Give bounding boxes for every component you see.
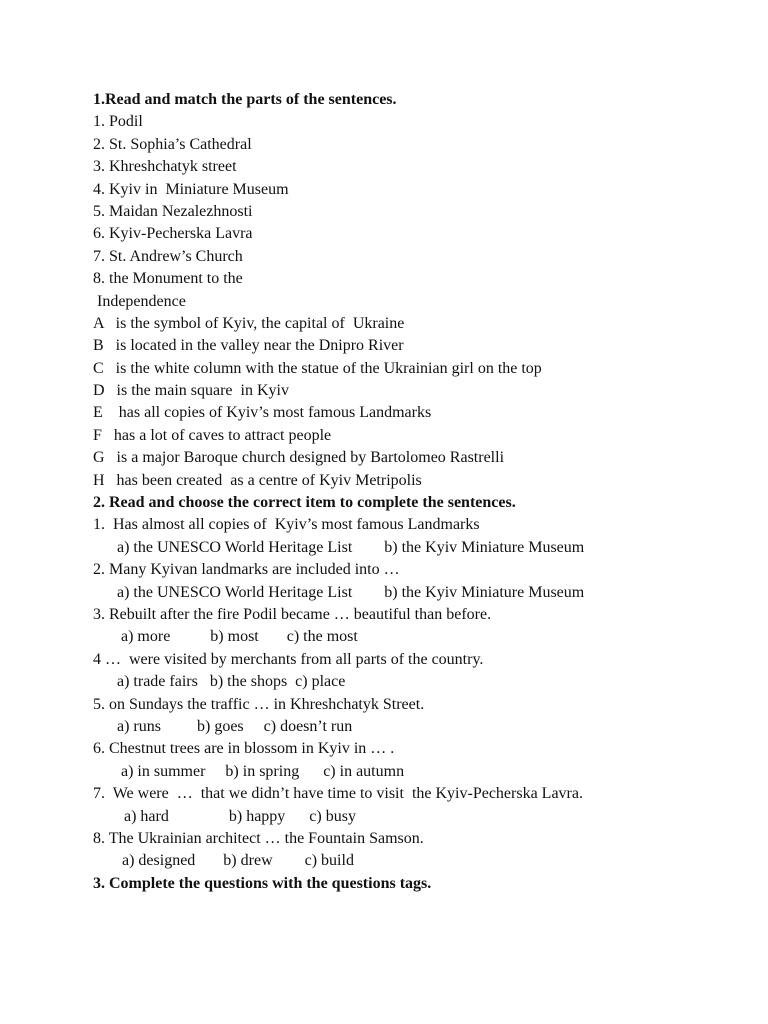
answer-options: a) runs b) goes c) doesn’t run: [117, 717, 353, 735]
place-item-continuation: Independence: [93, 292, 186, 310]
place-item: 8. the Monument to the: [93, 270, 243, 288]
description-item: A is the symbol of Kyiv, the capital of Ukraine: [93, 314, 405, 332]
answer-options: a) hard b) happy c) busy: [124, 807, 356, 825]
question-stem: 3. Rebuilt after the fire Podil became … beautiful than before.: [93, 605, 492, 623]
description-item: H has been created as a centre of Kyiv Metripolis: [93, 471, 422, 489]
question-stem: 4 … were visited by merchants from all parts of the country.: [93, 650, 484, 668]
task1-heading: 1.Read and match the parts of the sentences.: [93, 91, 397, 108]
description-item: G is a major Baroque church designed by Bartolomeo Rastrelli: [93, 449, 505, 467]
question-stem: 2. Many Kyivan landmarks are included into …: [93, 561, 400, 579]
place-item: 3. Khreshchatyk street: [93, 158, 237, 176]
question-stem: 8. The Ukrainian architect … the Fountain Samson.: [93, 829, 424, 847]
place-item: 5. Maidan Nezalezhnosti: [93, 202, 253, 220]
question-stem: 1. Has almost all copies of Kyiv’s most famous Landmarks: [93, 516, 480, 534]
description-item: F has a lot of caves to attract people: [93, 426, 332, 444]
task3-heading: 3. Complete the questions with the questions tags.: [93, 874, 432, 892]
place-item: 6. Kyiv-Pecherska Lavra: [93, 225, 253, 243]
place-item: 7. St. Andrew’s Church: [93, 247, 243, 265]
question-stem: 7. We were … that we didn’t have time to visit the Kyiv-Pecherska Lavra.: [93, 785, 583, 803]
question-stem: 6. Chestnut trees are in blossom in Kyiv in … .: [93, 740, 395, 758]
place-item: 1. Podil: [93, 113, 143, 131]
place-item: 2. St. Sophia’s Cathedral: [93, 135, 252, 153]
description-item: D is the main square in Kyiv: [93, 382, 289, 400]
description-item: B is located in the valley near the Dnipro River: [93, 337, 404, 355]
answer-options: a) trade fairs b) the shops c) place: [117, 673, 346, 691]
place-item: 4. Kyiv in Miniature Museum: [93, 180, 289, 198]
answer-options: a) in summer b) in spring c) in autumn: [121, 762, 405, 780]
answer-options: a) more b) most c) the most: [121, 628, 358, 646]
description-item: E has all copies of Kyiv’s most famous Landmarks: [93, 404, 432, 422]
answer-options: a) the UNESCO World Heritage List b) the Kyiv Miniature Museum: [117, 538, 585, 556]
task2-heading: 2. Read and choose the correct item to complete the sentences.: [93, 494, 516, 512]
question-stem: 5. on Sundays the traffic … in Khreshchatyk Street.: [93, 695, 425, 713]
answer-options: a) the UNESCO World Heritage List b) the Kyiv Miniature Museum: [117, 583, 585, 601]
answer-options: a) designed b) drew c) build: [122, 852, 354, 870]
worksheet: [93, 89, 753, 895]
description-item: C is the white column with the statue of the Ukrainian girl on the top: [93, 359, 542, 377]
